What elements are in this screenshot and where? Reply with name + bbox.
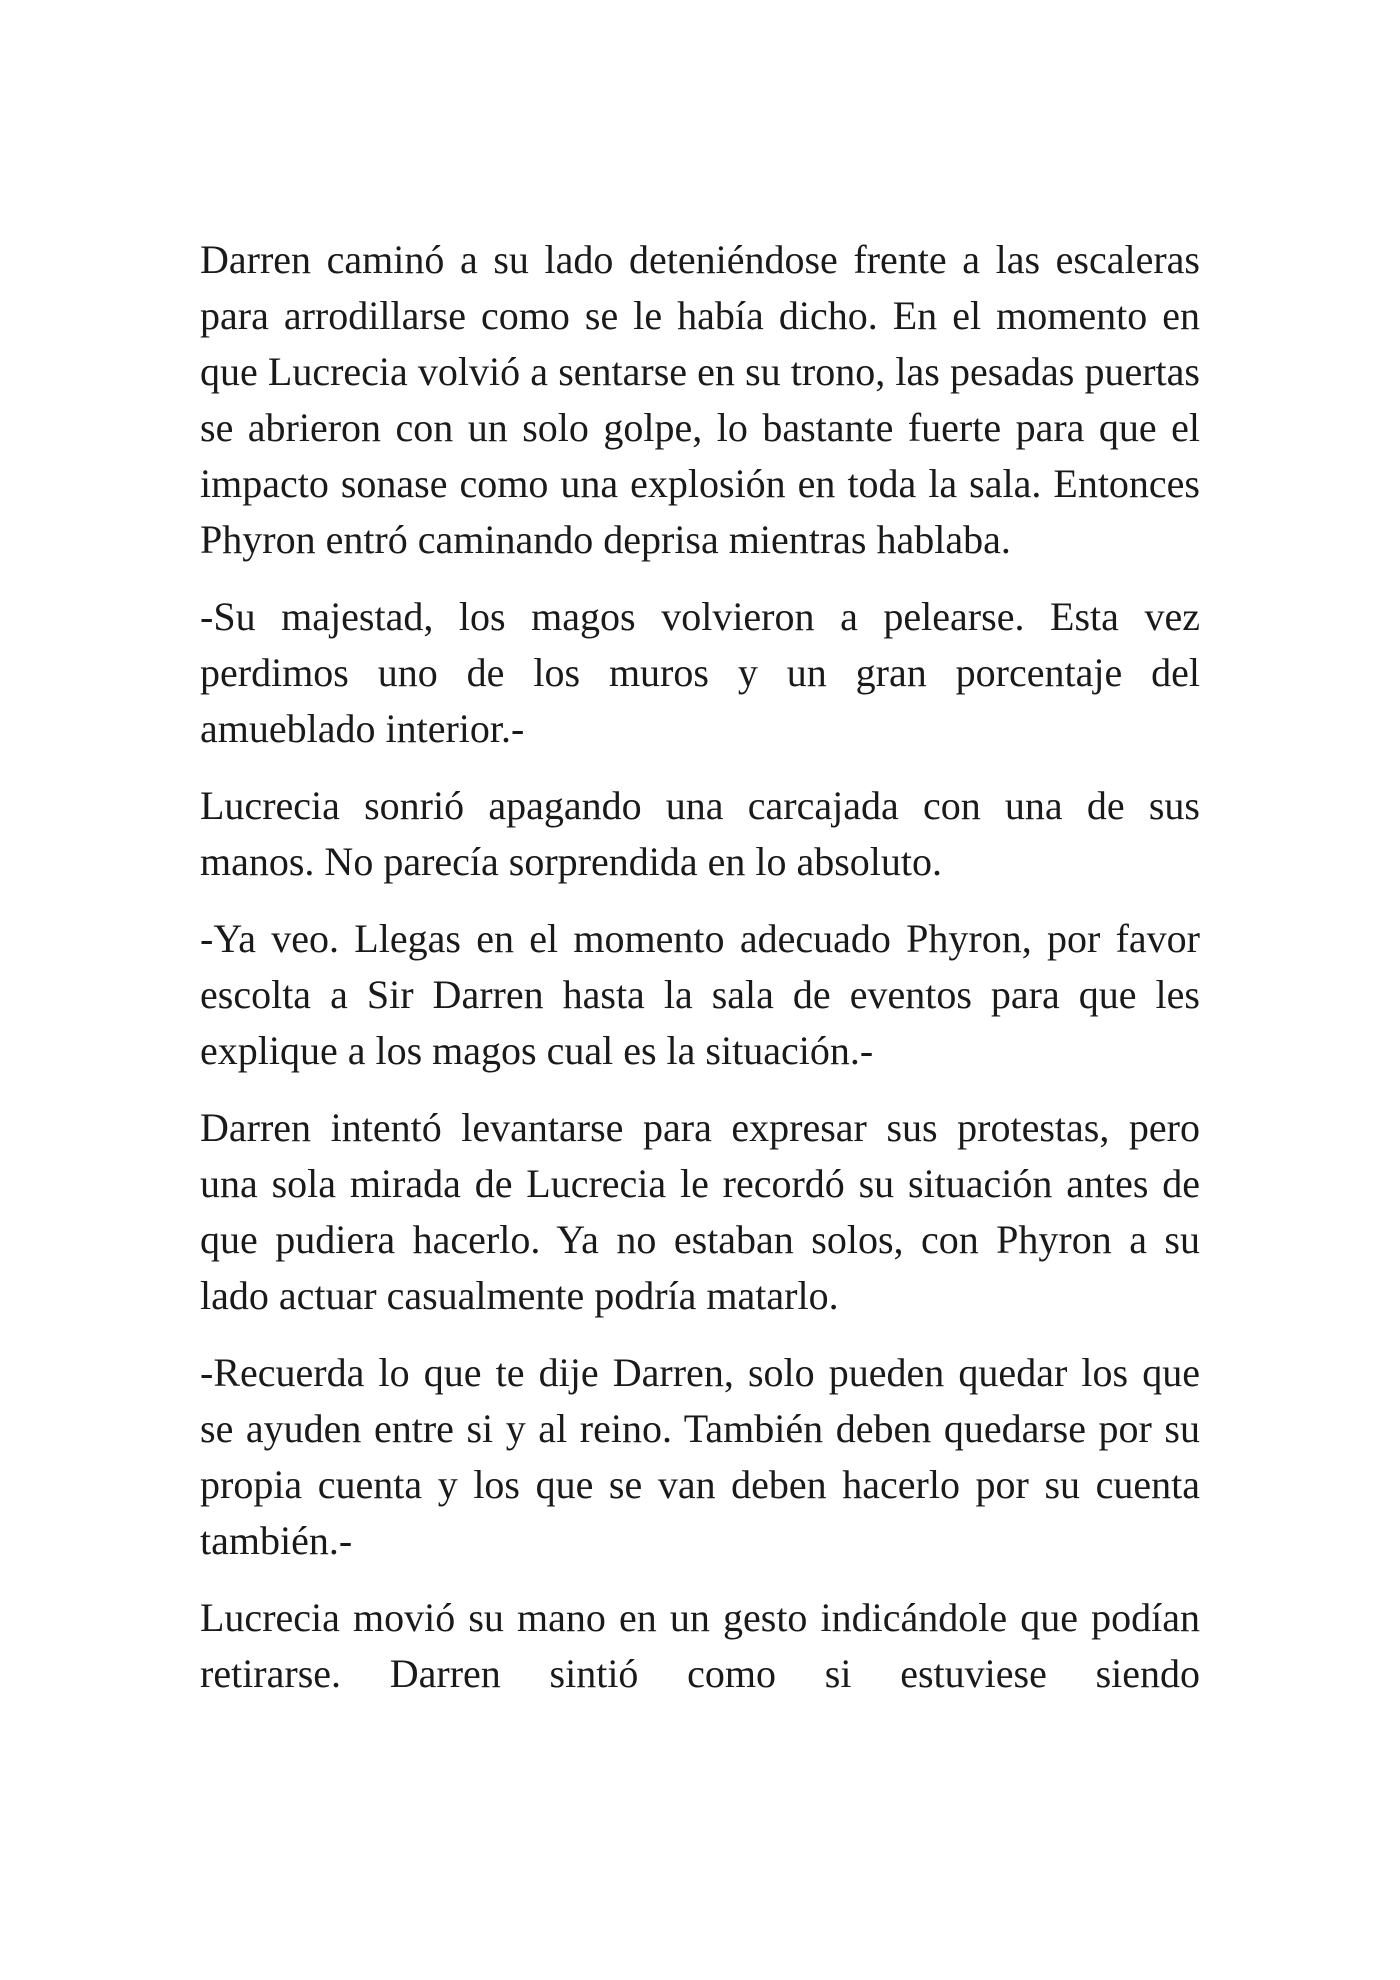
paragraph-1: Darren caminó a su lado deteniéndose frente a las escaleras para arrodillarse como se le había dicho. En el momento en que Lucrecia volvió a sentarse en su trono, las pesadas puertas se abrieron con un solo golpe, lo bastante fuerte para que el impacto sonase como una explosión en toda la sala. Entonces Phyron entró caminando deprisa mientras hablaba.: [200, 237, 1200, 562]
paragraph-3: Lucrecia sonrió apagando una carcajada con una de sus manos. No parecía sorprendida en lo absoluto.: [200, 783, 1200, 884]
paragraph-7: Lucrecia movió su mano en un gesto indicándole que podían retirarse. Darren sintió como si estuviese siendo: [200, 1595, 1200, 1696]
book-page: [200, 232, 1200, 1782]
paragraph-2: -Su majestad, los magos volvieron a pelearse. Esta vez perdimos uno de los muros y un gran porcentaje del amueblado interior.-: [200, 594, 1200, 751]
paragraph-5: Darren intentó levantarse para expresar sus protestas, pero una sola mirada de Lucrecia le recordó su situación antes de que pudiera hacerlo. Ya no estaban solos, con Phyron a su lado actuar casualmente podría matarlo.: [200, 1105, 1200, 1318]
paragraph-6: -Recuerda lo que te dije Darren, solo pueden quedar los que se ayuden entre si y al reino. También deben quedarse por su propia cuenta y los que se van deben hacerlo por su cuenta también.-: [200, 1350, 1200, 1563]
paragraph-4: -Ya veo. Llegas en el momento adecuado Phyron, por favor escolta a Sir Darren hasta la sala de eventos para que les explique a los magos cual es la situación.-: [200, 916, 1200, 1073]
